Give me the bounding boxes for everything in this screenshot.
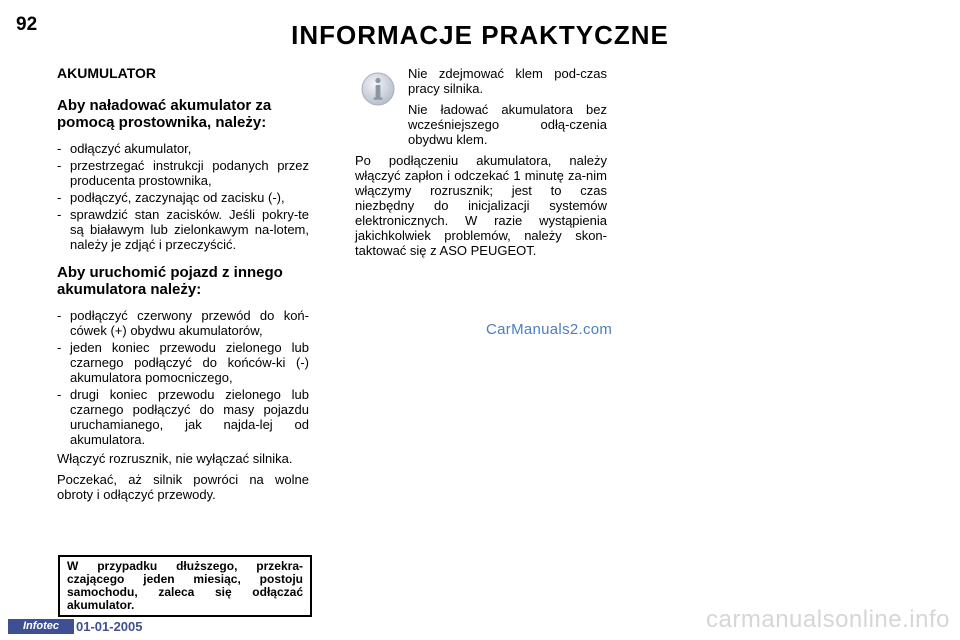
left-column (57, 66, 309, 508)
page-title: INFORMACJE PRAKTYCZNE (291, 20, 669, 50)
info-paragraph-1: Nie zdejmować klem pod-czas pracy silnika. (408, 66, 607, 96)
site-footer: carmanualsonline.info (706, 606, 950, 633)
list-item: - podłączyć czerwony przewód do koń-cówek (+) obydwu akumulatorów, (57, 308, 309, 338)
footer-logo: Infotec (8, 619, 74, 634)
footer-date: 01-01-2005 (76, 619, 143, 634)
watermark: CarManuals2.com (486, 321, 613, 338)
info-paragraph-2: Nie ładować akumulatora bez wcześniejszego odłą-czenia obydwu klem. (408, 102, 607, 147)
charging-heading: Aby naładować akumulator za pomocą prostownika, należy: (57, 97, 272, 131)
info-paragraph-3: Po podłączeniu akumulatora, należy włączyć zapłon i odczekać 1 minutę za-nim włączymy rozrusznik; jest to czas niezbędny do inicjalizacji systemów elektronicznych. W razie wystąpienia jakichkolwiek problemów, należy skon-taktować się z ASO PEUGEOT. (355, 153, 607, 258)
right-column (355, 66, 607, 264)
section-title: AKUMULATOR (57, 65, 157, 81)
jump-start-heading: Aby uruchomić pojazd z innego akumulatora należy: (57, 264, 283, 298)
jump-start-steps (57, 308, 309, 447)
page-number: 92 (16, 14, 38, 35)
jump-start-paragraph-2: Poczekać, aż silnik powróci na wolne obroty i odłączyć przewody. (57, 472, 309, 502)
list-item: - sprawdzić stan zacisków. Jeśli pokry-te są białawym lub zielonkawym na-lotem, należy je zdjąć i przeczyścić. (57, 207, 309, 252)
charging-steps (57, 141, 309, 252)
list-item: - jeden koniec przewodu zielonego lub czarnego podłączyć do końców-ki (-) akumulatora pomocniczego, (57, 340, 309, 385)
list-item: - podłączyć, zaczynając od zacisku (-), (57, 190, 309, 205)
list-item: - przestrzegać instrukcji podanych przez producenta prostownika, (57, 158, 309, 188)
list-item: - drugi koniec przewodu zielonego lub czarnego podłączyć do masy pojazdu uruchamianego, jak najda-lej od akumulatora. (57, 387, 309, 447)
jump-start-paragraph-1: Włączyć rozrusznik, nie wyłączać silnika. (57, 451, 293, 466)
list-item: - odłączyć akumulator, (57, 141, 309, 156)
notice-box: W przypadku dłuższego, przekra-czającego jeden miesiąc, postoju samochodu, zaleca się odłączać akumulator. (58, 555, 312, 617)
